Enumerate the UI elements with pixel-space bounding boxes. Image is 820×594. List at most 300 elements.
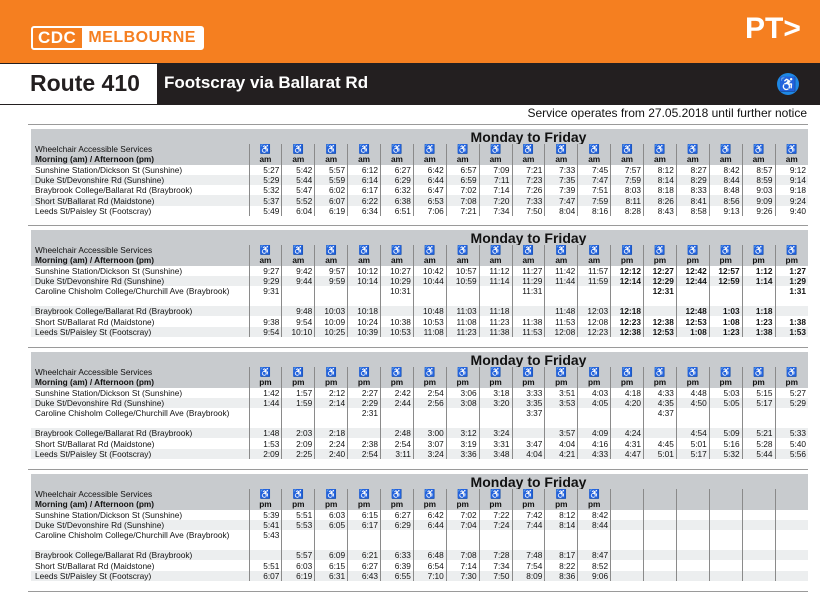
time-cell: 3:06 — [446, 388, 479, 398]
time-cell: 5:44 — [282, 175, 315, 185]
wheelchair-label: Wheelchair Accessible Services — [31, 489, 249, 499]
time-cell: 6:59 — [446, 175, 479, 185]
time-cell — [611, 520, 644, 530]
time-cell: 6:19 — [282, 571, 315, 581]
period-cell: pm — [545, 377, 578, 387]
period-cell: am — [315, 255, 348, 265]
time-cell: 5:59 — [315, 175, 348, 185]
stop-name: Short St/Ballarat Rd (Maidstone) — [35, 560, 155, 571]
time-cell: 12:59 — [709, 276, 742, 286]
time-cell: 10:31 — [381, 286, 414, 306]
time-cell: 6:05 — [315, 520, 348, 530]
period-row — [31, 154, 808, 164]
wheelchair-icon: ♿ — [381, 367, 414, 377]
wheelchair-icon: ♿ — [413, 245, 446, 255]
table-row — [31, 398, 808, 408]
time-cell: 10:53 — [381, 327, 414, 337]
wheelchair-label: Wheelchair Accessible Services — [31, 245, 249, 255]
time-cell: 8:47 — [578, 550, 611, 560]
period-cell: am — [413, 154, 446, 164]
time-cell: 11:38 — [512, 316, 545, 326]
table-row — [31, 266, 808, 276]
time-cell — [709, 510, 742, 520]
wheelchair-icon: ♿ — [381, 144, 414, 154]
time-cell: 1:48 — [249, 428, 282, 438]
wheelchair-icon: ♿ — [446, 489, 479, 499]
time-cell — [742, 571, 775, 581]
service-note: Service operates from 27.05.2018 until further notice — [527, 106, 807, 120]
wheelchair-row — [31, 245, 808, 255]
time-cell: 11:23 — [446, 327, 479, 337]
time-cell: 5:27 — [249, 165, 282, 175]
period-cell: pm — [644, 377, 677, 387]
time-cell: 6:42 — [413, 510, 446, 520]
time-cell: 8:27 — [676, 165, 709, 175]
time-cell: 2:29 — [348, 398, 381, 408]
wheelchair-icon: ♿ — [775, 245, 808, 255]
time-cell — [413, 286, 446, 306]
time-cell: 12:03 — [578, 306, 611, 316]
timetable-block-3 — [31, 352, 808, 459]
stop-name: Caroline Chisholm College/Churchill Ave (Braybrook) — [35, 286, 230, 297]
period-cell: am — [479, 255, 512, 265]
time-cell: 9:42 — [282, 266, 315, 276]
table-row — [31, 550, 808, 560]
time-cell: 5:33 — [775, 428, 808, 438]
time-cell — [676, 510, 709, 520]
time-cell: 6:09 — [315, 550, 348, 560]
time-cell: 8:44 — [578, 520, 611, 530]
timetable — [31, 230, 808, 337]
period-cell: pm — [676, 377, 709, 387]
time-cell — [709, 520, 742, 530]
title-spacer — [31, 352, 249, 367]
period-row — [31, 499, 808, 509]
stop-name: Sunshine Station/Dickson St (Sunshine) — [35, 387, 183, 398]
time-cell: 3:36 — [446, 449, 479, 459]
table-row — [31, 510, 808, 520]
time-cell — [644, 530, 677, 550]
time-cell: 3:20 — [479, 398, 512, 408]
time-cell: 11:57 — [578, 266, 611, 276]
time-cell: 8:43 — [644, 206, 677, 216]
time-cell: 12:14 — [611, 276, 644, 286]
wheelchair-icon: ♿ — [578, 245, 611, 255]
time-cell: 10:29 — [381, 276, 414, 286]
period-label: Morning (am) / Afternoon (pm) — [31, 255, 249, 265]
period-cell: pm — [348, 377, 381, 387]
time-cell — [381, 408, 414, 428]
time-cell: 5:01 — [644, 449, 677, 459]
time-cell: 9:13 — [709, 206, 742, 216]
wheelchair-icon: ♿ — [644, 144, 677, 154]
period-cell: pm — [249, 377, 282, 387]
time-cell: 7:47 — [545, 195, 578, 205]
time-cell: 5:03 — [709, 388, 742, 398]
table-row — [31, 316, 808, 326]
time-cell: 5:51 — [282, 510, 315, 520]
wheelchair-icon: ♿ — [775, 144, 808, 154]
timetable — [31, 129, 808, 216]
wheelchair-icon — [676, 489, 709, 499]
divider — [28, 591, 808, 592]
wheelchair-icon: ♿ — [282, 144, 315, 154]
time-cell — [545, 408, 578, 428]
time-cell — [676, 560, 709, 570]
stop-name: Braybrook College/Ballarat Rd (Braybrook) — [31, 550, 249, 560]
wheelchair-icon: ♿ — [545, 367, 578, 377]
period-cell: am — [249, 154, 282, 164]
time-cell: 10:25 — [315, 327, 348, 337]
time-cell: 9:06 — [578, 571, 611, 581]
period-cell: am — [545, 255, 578, 265]
time-cell: 5:27 — [775, 388, 808, 398]
time-cell: 11:31 — [512, 286, 545, 306]
time-cell: 6:17 — [348, 185, 381, 195]
time-cell: 5:56 — [775, 449, 808, 459]
time-cell: 8:12 — [545, 510, 578, 520]
time-cell — [775, 510, 808, 520]
period-cell — [709, 499, 742, 509]
time-cell: 6:44 — [413, 520, 446, 530]
route-description: Footscray via Ballarat Rd — [164, 73, 369, 92]
period-cell — [611, 499, 644, 509]
time-cell: 8:09 — [512, 571, 545, 581]
time-cell: 6:47 — [413, 185, 446, 195]
logo-cdc-text: CDC — [38, 28, 77, 47]
period-cell: am — [545, 154, 578, 164]
time-cell: 10:53 — [413, 316, 446, 326]
time-cell: 3:33 — [512, 388, 545, 398]
time-cell — [381, 306, 414, 316]
wheelchair-icon: ♿ — [777, 73, 799, 95]
wheelchair-icon: ♿ — [545, 144, 578, 154]
wheelchair-icon: ♿ — [315, 489, 348, 499]
time-cell: 5:40 — [775, 438, 808, 448]
wheelchair-icon: ♿ — [512, 245, 545, 255]
period-cell: am — [381, 255, 414, 265]
time-cell — [742, 550, 775, 560]
time-cell: 6:31 — [315, 571, 348, 581]
time-cell: 2:24 — [315, 438, 348, 448]
time-cell: 12:31 — [644, 286, 677, 306]
time-cell: 5:32 — [709, 449, 742, 459]
wheelchair-icon: ♿ — [413, 144, 446, 154]
wheelchair-icon: ♿ — [512, 144, 545, 154]
time-cell — [709, 550, 742, 560]
time-cell: 11:29 — [512, 276, 545, 286]
time-cell: 8:18 — [644, 185, 677, 195]
period-cell: pm — [348, 499, 381, 509]
time-cell — [742, 520, 775, 530]
time-cell: 2:14 — [315, 398, 348, 408]
time-cell: 7:28 — [479, 550, 512, 560]
wheelchair-icon: ♿ — [315, 367, 348, 377]
period-cell: am — [381, 154, 414, 164]
time-cell: 7:42 — [512, 510, 545, 520]
period-cell: pm — [545, 499, 578, 509]
time-cell: 10:48 — [413, 306, 446, 316]
table-row — [31, 175, 808, 185]
time-cell: 7:35 — [545, 175, 578, 185]
time-cell: 12:57 — [709, 266, 742, 276]
wheelchair-icon: ♿ — [644, 245, 677, 255]
time-cell — [512, 306, 545, 316]
wheelchair-row — [31, 367, 808, 377]
period-cell: pm — [381, 377, 414, 387]
time-cell: 7:54 — [512, 560, 545, 570]
wheelchair-icon: ♿ — [249, 144, 282, 154]
time-cell: 9:24 — [775, 195, 808, 205]
time-cell: 12:53 — [676, 316, 709, 326]
wheelchair-icon: ♿ — [676, 245, 709, 255]
time-cell: 6:04 — [282, 206, 315, 216]
table-title: Monday to Friday — [249, 352, 808, 367]
time-cell: 1:03 — [709, 306, 742, 316]
time-cell: 10:27 — [381, 266, 414, 276]
time-cell: 5:42 — [282, 165, 315, 175]
time-cell: 11:23 — [479, 316, 512, 326]
time-cell: 3:37 — [512, 408, 545, 428]
time-cell: 8:17 — [545, 550, 578, 560]
wheelchair-icon: ♿ — [446, 245, 479, 255]
time-cell: 9:18 — [775, 185, 808, 195]
wheelchair-icon: ♿ — [676, 144, 709, 154]
period-row — [31, 255, 808, 265]
period-cell — [742, 499, 775, 509]
time-cell: 9:09 — [742, 195, 775, 205]
time-cell: 9:26 — [742, 206, 775, 216]
time-cell: 12:23 — [578, 327, 611, 337]
time-cell: 10:57 — [446, 266, 479, 276]
time-cell: 2:38 — [348, 438, 381, 448]
period-cell: am — [348, 154, 381, 164]
stop-name: Leeds St/Paisley St (Footscray) — [31, 327, 249, 337]
wheelchair-icon — [709, 489, 742, 499]
period-cell — [676, 499, 709, 509]
time-cell — [742, 530, 775, 550]
time-cell: 2:54 — [413, 388, 446, 398]
stop-name: Sunshine Station/Dickson St (Sunshine) — [35, 509, 183, 520]
time-cell: 6:57 — [446, 165, 479, 175]
title-spacer — [31, 474, 249, 489]
route-number: Route 410 — [30, 70, 140, 96]
table-row — [31, 438, 808, 448]
time-cell: 2:27 — [348, 388, 381, 398]
time-cell: 6:33 — [381, 550, 414, 560]
time-cell: 7:50 — [512, 206, 545, 216]
time-cell: 7:09 — [479, 165, 512, 175]
wheelchair-icon: ♿ — [611, 367, 644, 377]
time-cell: 11:08 — [446, 316, 479, 326]
time-cell: 7:08 — [446, 195, 479, 205]
period-label: Morning (am) / Afternoon (pm) — [31, 154, 249, 164]
time-cell: 5:29 — [249, 175, 282, 185]
time-cell — [249, 550, 282, 560]
time-cell: 10:24 — [348, 316, 381, 326]
time-cell: 8:52 — [578, 560, 611, 570]
time-cell: 2:03 — [282, 428, 315, 438]
time-cell: 1:31 — [775, 286, 808, 306]
period-cell — [644, 499, 677, 509]
time-cell: 12:29 — [644, 276, 677, 286]
time-cell: 7:34 — [479, 560, 512, 570]
time-cell — [479, 408, 512, 428]
time-cell: 10:42 — [413, 266, 446, 276]
time-cell — [676, 530, 709, 550]
time-cell: 4:47 — [611, 449, 644, 459]
wheelchair-icon: ♿ — [775, 367, 808, 377]
wheelchair-icon: ♿ — [249, 489, 282, 499]
time-cell: 11:27 — [512, 266, 545, 276]
stop-name: Short St/Ballarat Rd (Maidstone) — [31, 195, 249, 205]
time-cell: 8:41 — [676, 195, 709, 205]
time-cell: 6:34 — [348, 206, 381, 216]
wheelchair-icon: ♿ — [282, 367, 315, 377]
time-cell: 1:38 — [775, 316, 808, 326]
timetable — [31, 352, 808, 459]
time-cell: 11:38 — [479, 327, 512, 337]
time-cell: 11:48 — [545, 306, 578, 316]
time-cell: 4:04 — [512, 449, 545, 459]
time-cell: 4:05 — [578, 398, 611, 408]
time-cell: 5:52 — [282, 195, 315, 205]
wheelchair-icon: ♿ — [578, 489, 611, 499]
stop-name: Caroline Chisholm College/Churchill Ave (Braybrook) — [35, 530, 230, 541]
time-cell: 3:19 — [446, 438, 479, 448]
time-cell: 9:54 — [282, 316, 315, 326]
pt-logo: PT> — [745, 12, 801, 45]
period-cell: pm — [611, 255, 644, 265]
period-cell: pm — [742, 255, 775, 265]
table-row — [31, 530, 808, 550]
time-cell: 3:31 — [479, 438, 512, 448]
time-cell: 6:27 — [348, 560, 381, 570]
time-cell: 12:23 — [611, 316, 644, 326]
wheelchair-icon: ♿ — [479, 144, 512, 154]
time-cell: 6:07 — [249, 571, 282, 581]
period-cell: am — [348, 255, 381, 265]
time-cell: 4:54 — [676, 428, 709, 438]
time-cell — [282, 408, 315, 428]
time-cell: 2:40 — [315, 449, 348, 459]
time-cell: 8:29 — [676, 175, 709, 185]
time-cell — [611, 408, 644, 428]
time-cell: 8:36 — [545, 571, 578, 581]
time-cell: 6:17 — [348, 520, 381, 530]
time-cell: 6:42 — [413, 165, 446, 175]
time-cell: 9:38 — [249, 316, 282, 326]
time-cell: 6:15 — [315, 560, 348, 570]
wheelchair-icon: ♿ — [512, 367, 545, 377]
time-cell: 4:37 — [644, 408, 677, 428]
wheelchair-icon: ♿ — [249, 367, 282, 377]
time-cell — [413, 530, 446, 550]
time-cell: 6:14 — [348, 175, 381, 185]
time-cell: 6:22 — [348, 195, 381, 205]
time-cell: 8:28 — [611, 206, 644, 216]
time-cell: 2:09 — [249, 449, 282, 459]
time-cell: 10:12 — [348, 266, 381, 276]
time-cell — [775, 520, 808, 530]
time-cell: 7:57 — [611, 165, 644, 175]
period-cell: pm — [282, 377, 315, 387]
time-cell: 1:42 — [249, 388, 282, 398]
time-cell — [709, 286, 742, 306]
time-cell: 4:35 — [644, 398, 677, 408]
time-cell: 9:57 — [315, 266, 348, 276]
wheelchair-icon: ♿ — [611, 144, 644, 154]
time-cell: 9:40 — [775, 206, 808, 216]
time-cell: 8:11 — [611, 195, 644, 205]
time-cell: 5:16 — [709, 438, 742, 448]
time-cell: 7:06 — [413, 206, 446, 216]
time-cell — [249, 306, 282, 316]
period-cell: pm — [413, 377, 446, 387]
time-cell: 12:18 — [611, 306, 644, 316]
time-cell: 2:44 — [381, 398, 414, 408]
period-cell: pm — [676, 255, 709, 265]
period-cell: pm — [644, 255, 677, 265]
table-row — [31, 286, 808, 306]
table-row — [31, 560, 808, 570]
time-cell — [315, 530, 348, 550]
time-cell: 5:43 — [249, 530, 282, 550]
stop-name: Caroline Chisholm College/Churchill Ave (Braybrook) — [35, 408, 230, 419]
time-cell — [676, 520, 709, 530]
time-cell — [742, 286, 775, 306]
wheelchair-icon — [775, 489, 808, 499]
time-cell: 7:14 — [446, 560, 479, 570]
time-cell: 12:27 — [644, 266, 677, 276]
table-title-row — [31, 352, 808, 367]
time-cell — [676, 408, 709, 428]
time-cell: 8:14 — [644, 175, 677, 185]
period-cell: am — [742, 154, 775, 164]
time-cell: 10:44 — [413, 276, 446, 286]
time-cell: 5:57 — [315, 165, 348, 175]
period-cell: am — [512, 255, 545, 265]
time-cell: 4:45 — [644, 438, 677, 448]
table-title: Monday to Friday — [249, 129, 808, 144]
time-cell — [644, 520, 677, 530]
time-cell: 3:24 — [479, 428, 512, 438]
time-cell: 12:12 — [611, 266, 644, 276]
stop-name: Sunshine Station/Dickson St (Sunshine) — [35, 265, 183, 276]
wheelchair-icon: ♿ — [709, 144, 742, 154]
stop-name: Leeds St/Paisley St (Footscray) — [31, 449, 249, 459]
table-row — [31, 428, 808, 438]
time-cell: 6:54 — [413, 560, 446, 570]
time-cell: 7:10 — [413, 571, 446, 581]
wheelchair-icon: ♿ — [315, 144, 348, 154]
time-cell — [479, 530, 512, 550]
time-cell — [775, 306, 808, 316]
time-cell: 6:19 — [315, 206, 348, 216]
time-cell: 11:53 — [545, 316, 578, 326]
time-cell — [775, 530, 808, 550]
period-cell: pm — [479, 499, 512, 509]
wheelchair-icon: ♿ — [611, 245, 644, 255]
time-cell: 5:09 — [709, 428, 742, 438]
wheelchair-icon: ♿ — [446, 144, 479, 154]
time-cell: 6:44 — [413, 175, 446, 185]
period-label: Morning (am) / Afternoon (pm) — [31, 377, 249, 387]
time-cell — [644, 306, 677, 316]
table-row — [31, 327, 808, 337]
table-row — [31, 306, 808, 316]
period-cell: pm — [578, 377, 611, 387]
